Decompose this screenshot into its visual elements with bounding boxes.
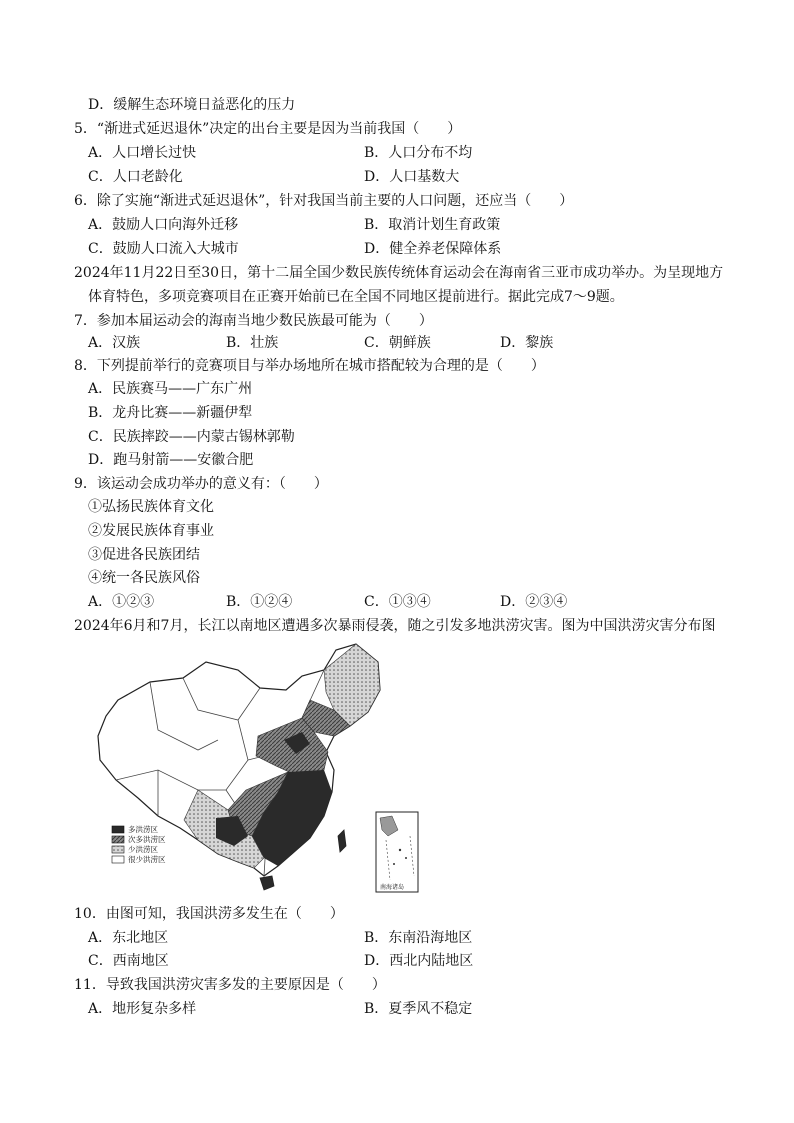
- q7-option-c: C．朝鲜族: [364, 335, 431, 351]
- q5-option-d: D．人口基数大: [364, 169, 460, 185]
- q10-option-d: D．西北内陆地区: [364, 953, 474, 969]
- q9-option-c: C．①③④: [364, 594, 431, 610]
- q6-option-a: A．鼓励人口向海外迁移: [88, 217, 239, 233]
- china-flood-map: [88, 640, 433, 898]
- q11-stem: 11．导致我国洪涝灾害多发的主要原因是（ ）: [74, 977, 386, 993]
- q5-option-c: C．人口老龄化: [88, 169, 183, 185]
- q8-option-a: A．民族赛马——广东广州: [88, 381, 253, 397]
- q7-option-b: B．壮族: [226, 335, 279, 351]
- q6-option-d: D．健全养老保障体系: [364, 241, 502, 257]
- q11-option-b: B．夏季风不稳定: [364, 1001, 473, 1017]
- q8-option-c: C．民族摔跤——内蒙古锡林郭勒: [88, 429, 295, 445]
- passage-1-line-2: 体育特色，多项竞赛项目在正赛开始前已在全国不同地区提前进行。据此完成7～9题。: [88, 289, 624, 305]
- q9-option-d: D．②③④: [500, 594, 568, 610]
- q9-statement-3: ③促进各民族团结: [88, 547, 200, 563]
- q9-statement-2: ②发展民族体育事业: [88, 523, 214, 539]
- q6-option-b: B．取消计划生育政策: [364, 217, 501, 233]
- map-legend: [112, 824, 166, 864]
- q7-option-a: A．汉族: [88, 335, 141, 351]
- q10-option-a: A．东北地区: [88, 930, 169, 946]
- legend-many: 多洪涝区: [128, 825, 158, 834]
- q10-option-c: C．西南地区: [88, 953, 169, 969]
- south-china-sea-inset: [376, 812, 418, 892]
- q5-option-b: B．人口分布不均: [364, 145, 473, 161]
- legend-second: 次多洪涝区: [128, 835, 166, 844]
- q9-stem: 9．该运动会成功举办的意义有：（ ）: [74, 476, 328, 492]
- q7-stem: 7．参加本届运动会的海南当地少数民族最可能为（ ）: [74, 313, 433, 329]
- q10-stem: 10．由图可知，我国洪涝多发生在（ ）: [74, 906, 344, 922]
- q8-option-b: B．龙舟比赛——新疆伊犁: [88, 405, 253, 421]
- q8-option-d: D．跑马射箭——安徽合肥: [88, 452, 254, 468]
- q5-stem: 5．“渐进式延迟退休”决定的出台主要是因为当前我国（ ）: [74, 121, 462, 137]
- q5-option-a: A．人口增长过快: [88, 145, 197, 161]
- q8-stem: 8．下列提前举行的竞赛项目与举办场地所在城市搭配较为合理的是（ ）: [74, 358, 545, 374]
- q9-option-a: A．①②③: [88, 594, 155, 610]
- legend-few: 少洪涝区: [128, 845, 158, 854]
- q9-option-b: B．①②④: [226, 594, 293, 610]
- passage-2-line-1: 2024年6月和7月，长江以南地区遭遇多次暴雨侵袭，随之引发多地洪涝灾害。图为中国洪涝灾害分布图: [74, 618, 716, 634]
- q4-option-d: D．缓解生态环境日益恶化的压力: [88, 97, 296, 113]
- inset-label: 南海诸岛: [380, 884, 405, 891]
- q10-option-b: B．东南沿海地区: [364, 930, 473, 946]
- q6-option-c: C．鼓励人口流入大城市: [88, 241, 239, 257]
- q11-option-a: A．地形复杂多样: [88, 1001, 197, 1017]
- q9-statement-1: ①弘扬民族体育文化: [88, 499, 214, 515]
- q9-statement-4: ④统一各民族风俗: [88, 570, 200, 586]
- q7-option-d: D．黎族: [500, 335, 554, 351]
- passage-1-line-1: 2024年11月22日至30日，第十二届全国少数民族传统体育运动会在海南省三亚市成功举办。为呈现地方: [74, 265, 724, 281]
- legend-rare: 很少洪涝区: [128, 855, 166, 864]
- q6-stem: 6．除了实施“渐进式延迟退休”，针对我国当前主要的人口问题，还应当（ ）: [74, 193, 574, 209]
